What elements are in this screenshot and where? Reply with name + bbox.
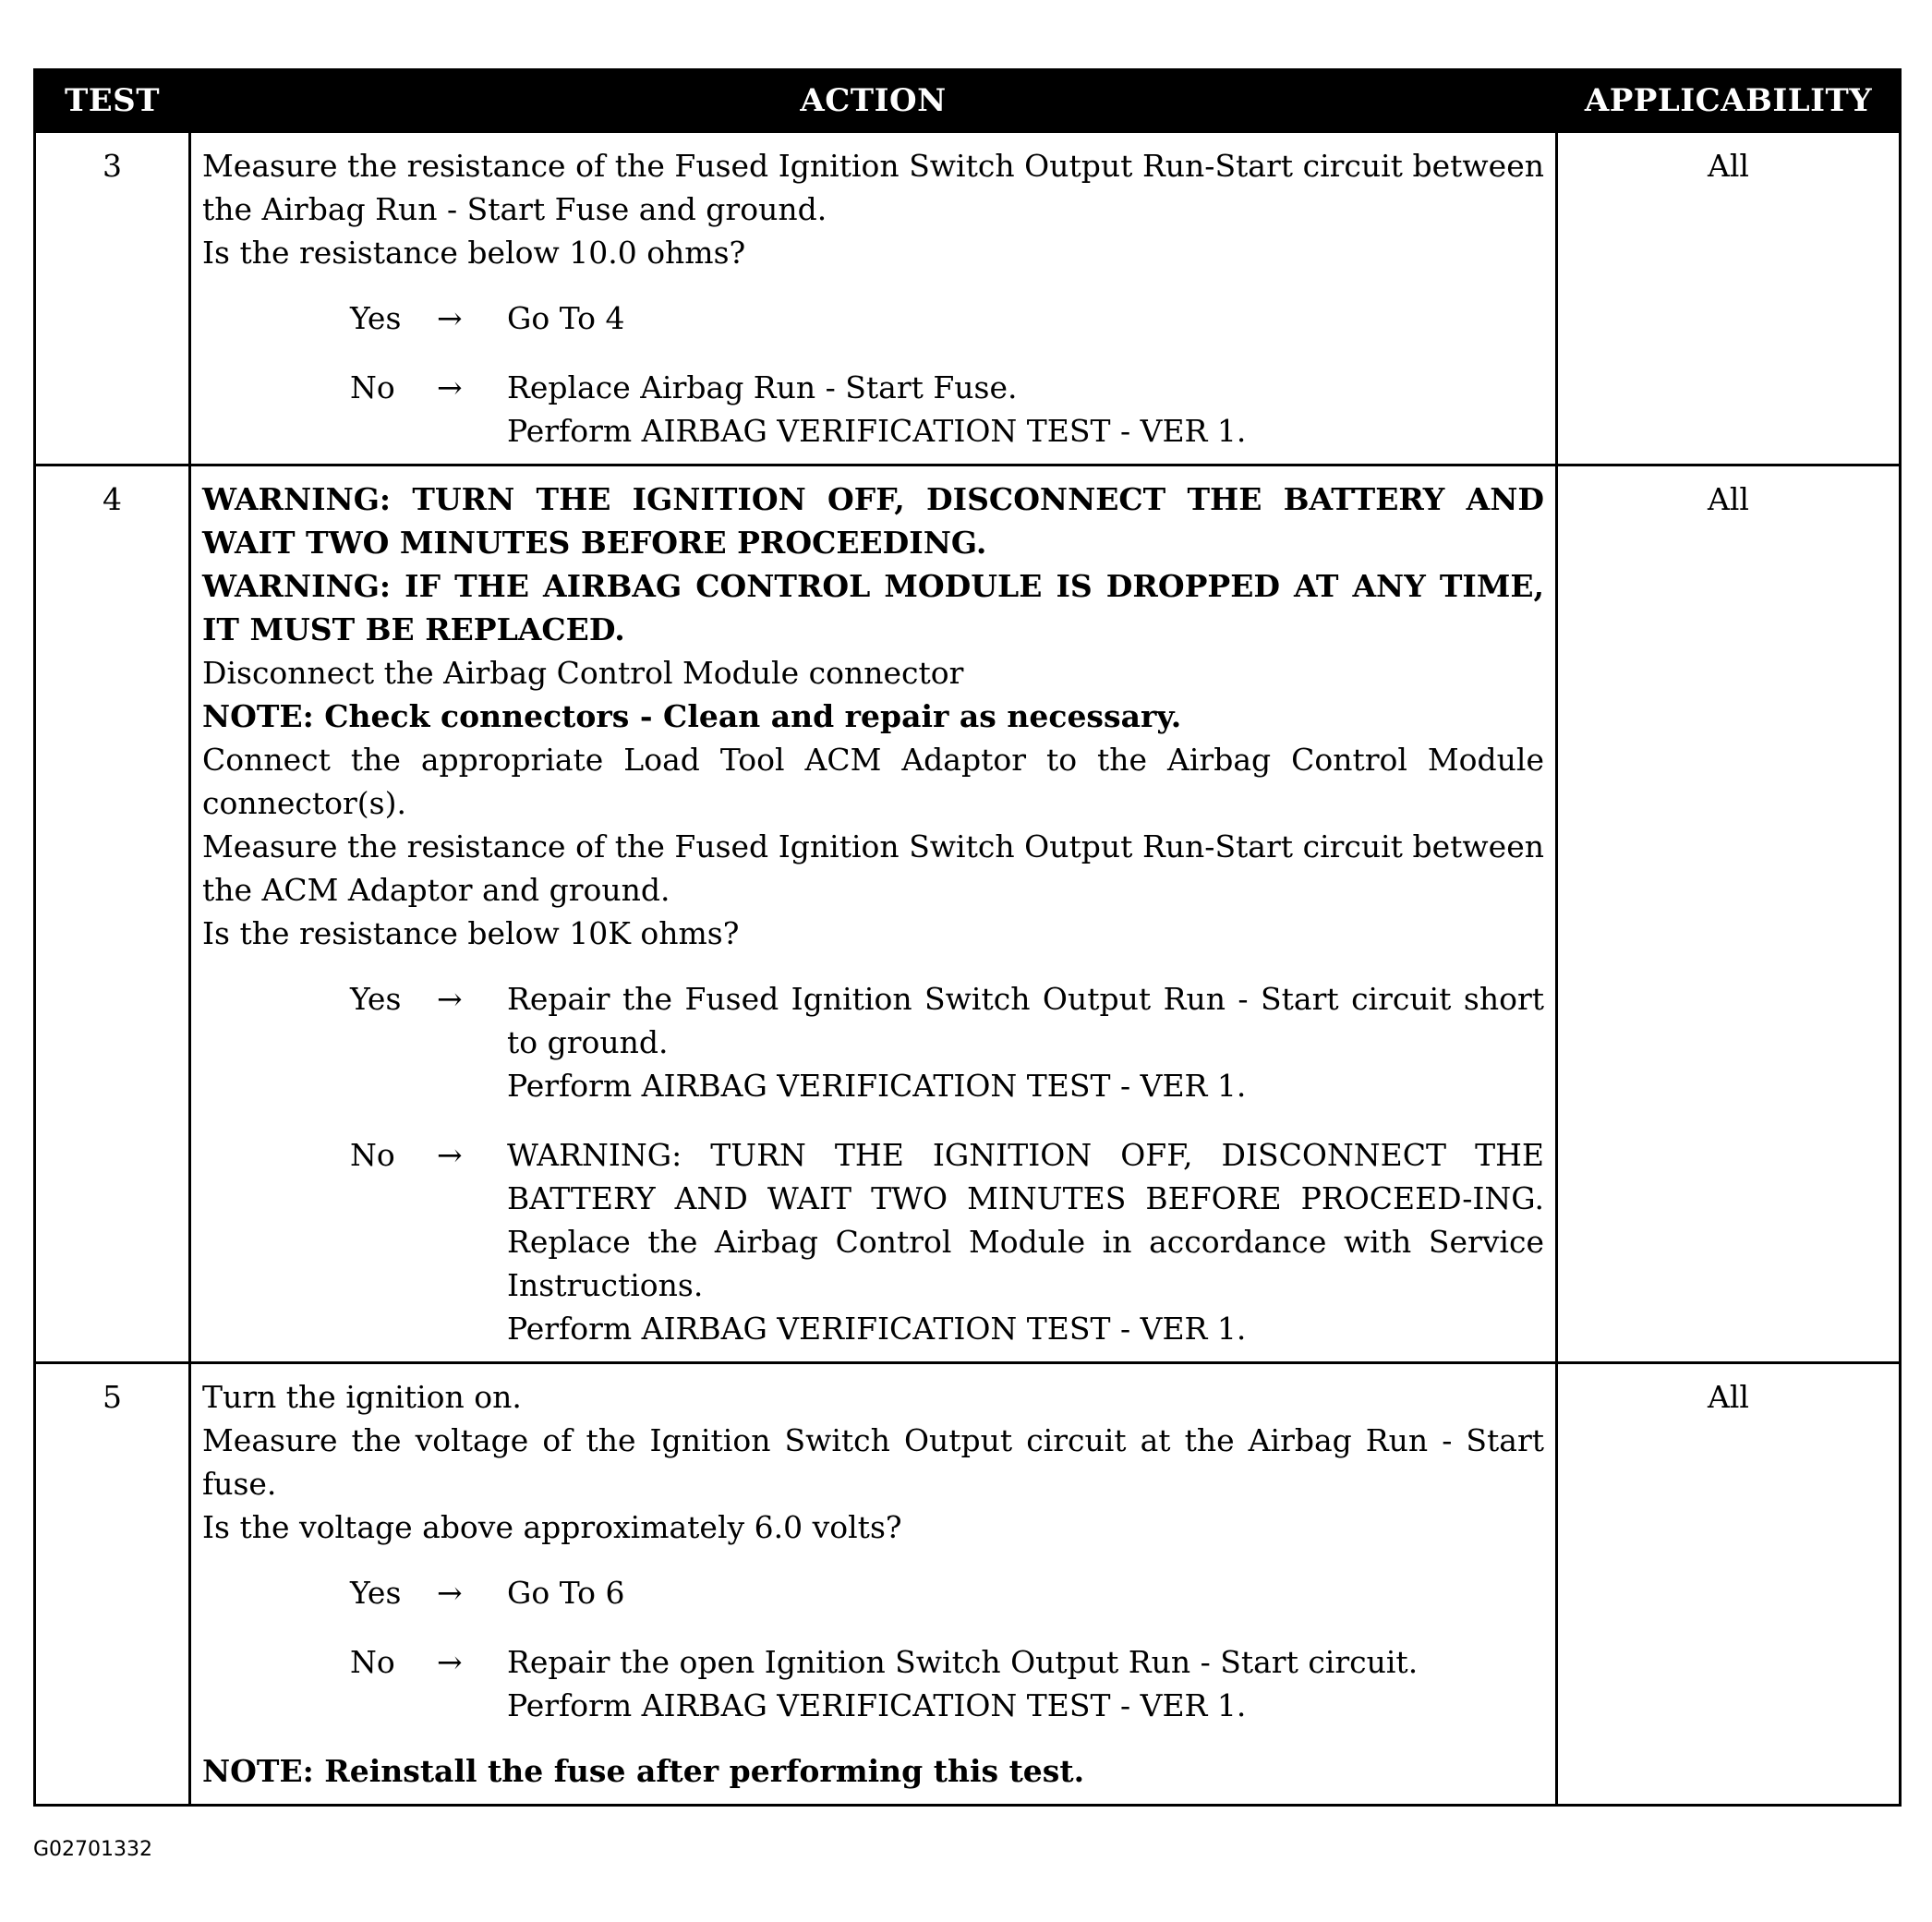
no-branch [202, 366, 1544, 453]
instruction-text: Measure the resistance of the Fused Ignition Switch Output Run-Start circuit between the ACM Adaptor and ground. [202, 828, 1544, 908]
instruction-text: Connect the appropriate Load Tool ACM Adaptor to the Airbag Control Module connector(s). [202, 742, 1544, 821]
yes-action [507, 977, 1544, 1107]
warning-text: WARNING: IF THE AIRBAG CONTROL MODULE IS DROPPED AT ANY TIME, IT MUST BE REPLACED. [202, 568, 1544, 647]
instruction-text: Turn the ignition on. [202, 1379, 522, 1415]
instruction-text: Measure the voltage of the Ignition Switch Output circuit at the Airbag Run - Start fuse. [202, 1422, 1544, 1502]
header-applicability: APPLICABILITY [1557, 70, 1901, 132]
warning-text: WARNING: TURN THE IGNITION OFF, DISCONNECT THE BATTERY AND WAIT TWO MINUTES BEFORE PROCEEDING. [202, 481, 1544, 561]
branch-text: Replace Airbag Run - Start Fuse. [507, 369, 1018, 405]
table-row [35, 1363, 1901, 1806]
no-branch [202, 1640, 1544, 1727]
yes-label: Yes [350, 981, 402, 1017]
table-row [35, 132, 1901, 465]
yes-action [507, 1571, 1544, 1614]
arrow-right-icon: → [437, 1575, 463, 1611]
applicability: All [1557, 1363, 1901, 1806]
no-label: No [350, 1644, 395, 1680]
arrow-right-icon: → [437, 369, 463, 405]
action-cell [190, 465, 1557, 1363]
test-number: 3 [35, 132, 190, 465]
branch-text: Go To 4 [507, 300, 625, 336]
applicability: All [1557, 465, 1901, 1363]
branch-text: Go To 6 [507, 1575, 625, 1611]
branch-text: Repair the Fused Ignition Switch Output Run - Start circuit short to ground. [507, 981, 1544, 1060]
no-label: No [350, 369, 395, 405]
branch-text: Perform AIRBAG VERIFICATION TEST - VER 1. [507, 1687, 1247, 1723]
note-text: NOTE: Reinstall the fuse after performing this test. [202, 1753, 1085, 1789]
yes-branch [202, 977, 1544, 1107]
arrow-right-icon: → [437, 981, 463, 1017]
diagnostic-test-table [33, 68, 1902, 1807]
yes-action [507, 296, 1544, 340]
table-header-row [35, 70, 1901, 132]
instruction-text: Is the voltage above approximately 6.0 volts? [202, 1509, 902, 1545]
branch-text: Perform AIRBAG VERIFICATION TEST - VER 1. [507, 413, 1247, 449]
choices [202, 296, 1544, 453]
warning-text: NOTE: Check connectors - Clean and repair as necessary. [202, 698, 1182, 734]
choices [202, 1571, 1544, 1727]
figure-id: G02701332 [33, 1838, 153, 1861]
no-branch [202, 1133, 1544, 1350]
branch-text: Perform AIRBAG VERIFICATION TEST - VER 1. [507, 1068, 1247, 1104]
header-action: ACTION [190, 70, 1557, 132]
branch-text: WARNING: TURN THE IGNITION OFF, DISCONNECT THE BATTERY AND WAIT TWO MINUTES BEFORE PROCEED-ING. Replace the Airbag Control Module in accordance with Service Instructions. [507, 1137, 1544, 1303]
no-label: No [350, 1137, 395, 1173]
branch-text: Perform AIRBAG VERIFICATION TEST - VER 1. [507, 1311, 1247, 1347]
yes-branch [202, 296, 1544, 340]
instruction-text: Is the resistance below 10K ohms? [202, 915, 740, 951]
header-test: TEST [35, 70, 190, 132]
instruction-text: Disconnect the Airbag Control Module connector [202, 655, 964, 691]
arrow-right-icon: → [437, 1644, 463, 1680]
instruction-text: Measure the resistance of the Fused Ignition Switch Output Run-Start circuit between the Airbag Run - Start Fuse and ground. [202, 148, 1544, 227]
action-cell [190, 1363, 1557, 1806]
test-number: 4 [35, 465, 190, 1363]
yes-label: Yes [350, 300, 402, 336]
test-number: 5 [35, 1363, 190, 1806]
yes-branch [202, 1571, 1544, 1614]
yes-label: Yes [350, 1575, 402, 1611]
instruction-text: Is the resistance below 10.0 ohms? [202, 235, 746, 271]
action-cell [190, 132, 1557, 465]
choices [202, 977, 1544, 1350]
arrow-right-icon: → [437, 300, 463, 336]
arrow-right-icon: → [437, 1137, 463, 1173]
applicability: All [1557, 132, 1901, 465]
table-row [35, 465, 1901, 1363]
branch-text: Repair the open Ignition Switch Output Run - Start circuit. [507, 1644, 1419, 1680]
no-action [507, 1640, 1544, 1727]
no-action [507, 1133, 1544, 1350]
no-action [507, 366, 1544, 453]
